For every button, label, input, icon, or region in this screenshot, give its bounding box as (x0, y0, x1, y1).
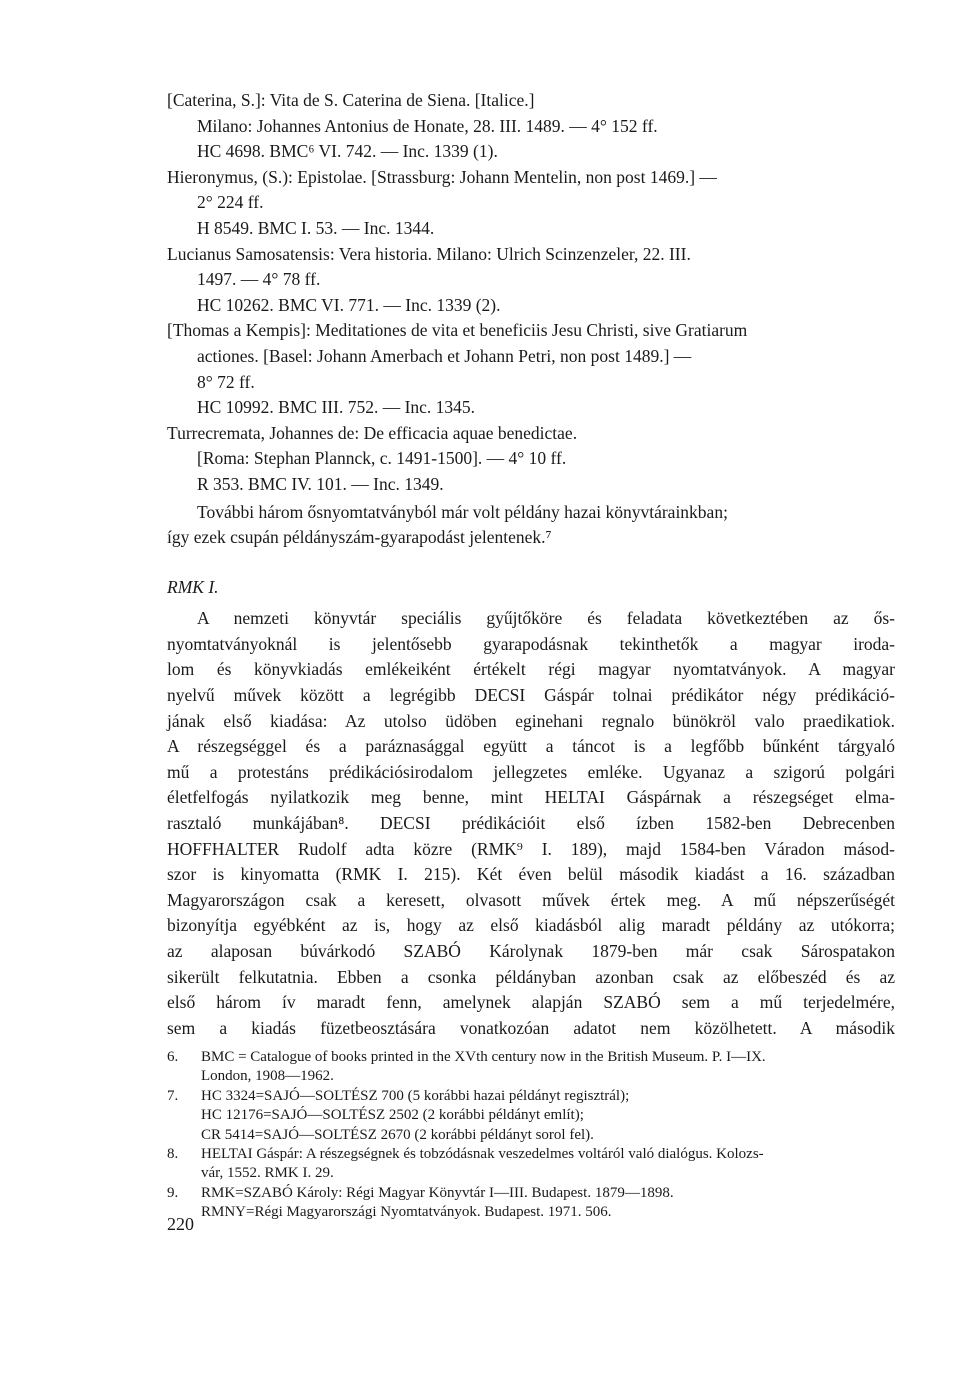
footnote-line: HELTAI Gáspár: A részegségnek és tobzódásnak veszedelmes voltáról való dialógus. Kolozs- (201, 1146, 764, 1163)
body-line: nyomtatványoknál is jelentősebb gyarapodásnak tekinthetők a magyar iroda- (167, 633, 895, 654)
body-line: Magyarországon csak a keresett, olvasott művek értek meg. A mű népszerűségét (167, 889, 895, 910)
footnotes (167, 1048, 895, 1223)
footnote-8 (167, 1145, 895, 1184)
footnote-line: London, 1908—1962. (201, 1068, 334, 1085)
catalogue-entry-hieronymus (167, 165, 895, 242)
entry-line: HC 10262. BMC VI. 771. — Inc. 1339 (2). (197, 294, 501, 315)
footnote-line: HC 3324=SAJÓ—SOLTÉSZ 700 (5 korábbi hazai példányt regisztrál); (201, 1087, 630, 1104)
entry-line: [Thomas a Kempis]: Meditationes de vita et beneficiis Jesu Christi, sive Gratiarum (167, 320, 748, 341)
body-line: A részegséggel és a paráznasággal együtt a táncot is a legfőbb bűnként tárgyaló (167, 736, 895, 757)
footnote-6 (167, 1048, 895, 1087)
footnote-number: 9. (167, 1184, 179, 1201)
footnote-number: 6. (167, 1049, 179, 1065)
entry-line: [Roma: Stephan Plannck, c. 1491-1500]. — 4° 10 ff. (197, 448, 567, 469)
body-line: sikerült felkutatnia. Ebben a csonka példányban azonban csak az előbeszéd és az (167, 966, 895, 987)
body-line: bizonyítja egyébként az is, hogy az első kiadásból alig maradt példány az utókorra; (167, 915, 895, 936)
section-heading: RMK I. (167, 576, 219, 597)
body-line: HOFFHALTER Rudolf adta közre (RMK⁹ I. 189), majd 1584-ben Váradon másod- (167, 838, 895, 859)
body-paragraph (167, 606, 895, 1041)
entry-line: actiones. [Basel: Johann Amerbach et Johann Petri, non post 1489.] — (197, 345, 692, 366)
body-line: jának első kiadása: Az utolso üdöben eginehani regnalo bünökröl valo praedikatiok. (167, 710, 895, 731)
entry-line: Milano: Johannes Antonius de Honate, 28. III. 1489. — 4° 152 ff. (197, 115, 658, 136)
catalogue-entry-caterina (167, 88, 895, 165)
page-content (167, 88, 895, 1041)
body-line: lom és könyvkiadás emlékeiként értékelt régi magyar nyomtatványok. A magyar (167, 659, 895, 680)
footnote-line: BMC = Catalogue of books printed in the XVth century now in the British Museum. P. I—IX. (201, 1049, 766, 1065)
entry-line: 8° 72 ff. (197, 371, 255, 392)
summary-line: További három ősnyomtatványból már volt példány hazai könyvtárainkban; (197, 501, 728, 522)
body-line: nyelvű művek között a legrégibb DECSI Gáspár tolnai prédikátor négy prédikáció- (167, 685, 895, 706)
entry-line: 2° 224 ff. (197, 192, 264, 213)
footnote-number: 7. (167, 1087, 179, 1104)
page-number: 220 (167, 1214, 194, 1234)
body-line: A nemzeti könyvtár speciális gyűjtőköre és feladata következtében az ős- (197, 608, 895, 629)
body-line: az alaposan búvárkodó SZABÓ Károlynak 1879-ben már csak Sárospatakon (167, 941, 895, 961)
body-line: életfelfogás nyilatkozik meg benne, mint HELTAI Gáspárnak a részegséget elma- (167, 787, 895, 808)
entry-line: Hieronymus, (S.): Epistolae. [Strassburg: Johann Mentelin, non post 1469.] — (167, 166, 717, 187)
entry-line: Turrecremata, Johannes de: De efficacia aquae benedictae. (167, 422, 578, 443)
footnote-line: CR 5414=SAJÓ—SOLTÉSZ 2670 (2 korábbi példányt sorol fel). (201, 1126, 594, 1143)
footnote-line: vár, 1552. RMK I. 29. (201, 1165, 334, 1182)
catalogue-entry-lucianus (167, 242, 895, 319)
footnote-line: RMNY=Régi Magyarországi Nyomtatványok. Budapest. 1971. 506. (201, 1204, 612, 1221)
summary-paragraph (167, 500, 895, 551)
entry-line: HC 10992. BMC III. 752. — Inc. 1345. (197, 397, 476, 418)
body-line: sem a kiadás füzetbeosztására vonatkozóan adatot nem közölhetett. A második (167, 1017, 895, 1038)
body-line: szor is kinyomatta (RMK I. 215). Két éven belül második kiadást a 16. században (167, 864, 895, 885)
body-line: mű a protestáns prédikációsirodalom jellegzetes emléke. Ugyanaz a szigorú polgári (167, 761, 895, 782)
entry-line: 1497. — 4° 78 ff. (197, 269, 321, 290)
entry-line: H 8549. BMC I. 53. — Inc. 1344. (197, 217, 435, 238)
footnote-line: HC 12176=SAJÓ—SOLTÉSZ 2502 (2 korábbi példányt említ); (201, 1107, 584, 1124)
catalogue-entry-turrecremata (167, 421, 895, 498)
footnote-7 (167, 1087, 895, 1145)
body-line: rasztaló munkájában⁸. DECSI prédikációit első ízben 1582-ben Debrecenben (167, 813, 895, 834)
entry-line: HC 4698. BMC⁶ VI. 742. — Inc. 1339 (1). (197, 141, 498, 162)
footnote-9 (167, 1184, 895, 1223)
entry-line: Lucianus Samosatensis: Vera historia. Milano: Ulrich Scinzenzeler, 22. III. (167, 243, 691, 264)
entry-line: R 353. BMC IV. 101. — Inc. 1349. (197, 473, 444, 494)
footnote-number: 8. (167, 1146, 179, 1163)
summary-line: így ezek csupán példányszám-gyarapodást jelentenek.⁷ (167, 527, 552, 548)
catalogue-entry-thomas (167, 318, 895, 420)
footnote-line: RMK=SZABÓ Károly: Régi Magyar Könyvtár I—III. Budapest. 1879—1898. (201, 1184, 674, 1201)
body-line: első három ív maradt fenn, amelynek alapján SZABÓ sem a mű terjedelmére, (167, 992, 895, 1013)
entry-line: [Caterina, S.]: Vita de S. Caterina de Siena. [Italice.] (167, 90, 535, 110)
